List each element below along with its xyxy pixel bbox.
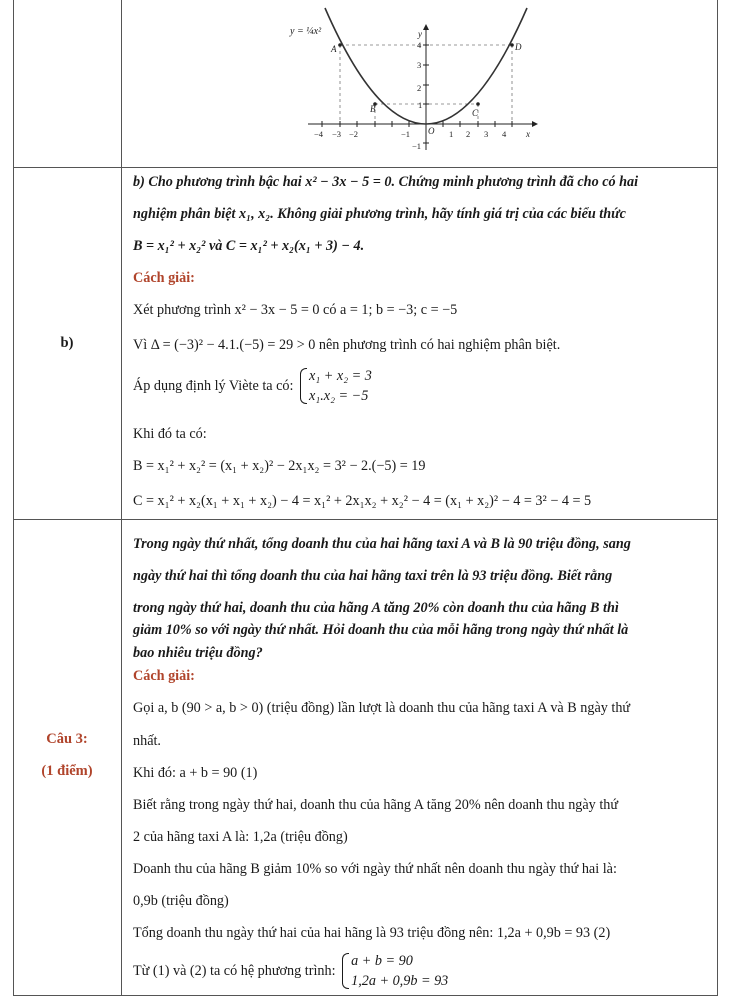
system-equation-2: 1,2a + 0,9b = 93 <box>351 973 449 989</box>
y-tick-label-3: 3 <box>417 60 422 70</box>
x-tick-label-neg2: −2 <box>349 129 359 139</box>
part-b-solution-heading: Cách giải: <box>133 270 195 286</box>
y-tick-label-1: 1 <box>418 100 423 110</box>
viete-system <box>299 366 372 406</box>
cau3-step4b: 0,9b (triệu đồng) <box>133 893 229 909</box>
point-a <box>338 43 342 47</box>
cau3-step5: Tổng doanh thu ngày thứ hai của hai hãng là 93 triệu đồng nên: 1,2a + 0,9b = 93 (2) <box>133 925 611 941</box>
x-axis-arrow <box>532 121 538 127</box>
point-label-b: B <box>370 104 376 114</box>
cau3-problem-line2: ngày thứ hai thì tổng doanh thu của hai hãng taxi trên là 93 triệu đồng. Biết rằng <box>133 568 613 584</box>
y-axis-label: y <box>418 29 422 39</box>
x-tick-label-4: 4 <box>502 129 507 139</box>
part-b-step5: B = x₁² + x₂² = (x₁ + x₂)² − 2x₁x₂ = 3² − 2.(−5) = 19 <box>133 458 426 474</box>
x-tick-label-2: 2 <box>466 129 471 139</box>
x-tick-label-neg4: −4 <box>314 129 324 139</box>
cau3-solution-heading: Cách giải: <box>133 668 195 684</box>
part-b-step3 <box>133 366 714 406</box>
cau3-step1a: Gọi a, b (90 > a, b > 0) (triệu đồng) lần lượt là doanh thu của hãng taxi A và B ngày thứ <box>133 700 631 716</box>
x-axis-label: x <box>526 129 530 139</box>
part-b-problem-line1: b) Cho phương trình bậc hai x² − 3x − 5 = 0. Chứng minh phương trình đã cho có hai <box>133 174 639 190</box>
x-tick-label-neg3: −3 <box>332 129 342 139</box>
cau3-step3b: 2 của hãng taxi A là: 1,2a (triệu đồng) <box>133 829 348 845</box>
part-b-problem-line2: nghiệm phân biệt x₁, x₂. Không giải phương trình, hãy tính giá trị của các biểu thức <box>133 206 626 222</box>
system-intro: Từ (1) và (2) ta có hệ phương trình: <box>133 963 336 979</box>
equation-system <box>341 951 448 991</box>
cau3-problem-line3: trong ngày thứ hai, doanh thu của hãng A tăng 20% còn doanh thu của hãng B thì <box>133 600 619 616</box>
table-border-bottom <box>13 995 718 996</box>
point-label-a: A <box>331 44 337 54</box>
x-tick-label-neg1: −1 <box>401 129 411 139</box>
viete-equation-product: x₁.x₂ = −5 <box>309 388 369 404</box>
viete-intro: Áp dụng định lý Viète ta có: <box>133 378 294 394</box>
cau3-step6 <box>133 951 714 991</box>
y-axis-arrow <box>423 24 429 30</box>
cau3-problem-line5: bao nhiêu triệu đồng? <box>133 645 263 661</box>
point-label-d: D <box>515 42 522 52</box>
point-d <box>510 43 514 47</box>
part-b-step2: Vì Δ = (−3)² − 4.1.(−5) = 29 > 0 nên phương trình có hai nghiệm phân biệt. <box>133 337 561 353</box>
viete-equation-sum: x₁ + x₂ = 3 <box>309 368 372 384</box>
cau3-points: (1 điểm) <box>41 763 93 779</box>
y-tick-label-4: 4 <box>417 40 422 50</box>
parabola-graph <box>0 0 732 168</box>
row-divider-cau3 <box>13 519 718 520</box>
cau3-step1b: nhất. <box>133 733 161 749</box>
x-tick-label-3: 3 <box>484 129 489 139</box>
part-b-step6: C = x₁² + x₂(x₁ + x₁ + x₂) − 4 = x₁² + 2x₁x₂ + x₂² − 4 = (x₁ + x₂)² − 4 = 3² − 4 = 5 <box>133 493 592 509</box>
cau3-label: Câu 3: <box>46 731 88 747</box>
part-b-label: b) <box>60 335 74 351</box>
part-b-problem-line3: B = x₁² + x₂² và C = x₁² + x₂(x₁ + 3) − 4. <box>133 238 365 254</box>
cau3-step4a: Doanh thu của hãng B giảm 10% so với ngày thứ nhất nên doanh thu ngày thứ hai là: <box>133 861 617 877</box>
part-b-step1: Xét phương trình x² − 3x − 5 = 0 có a = 1; b = −3; c = −5 <box>133 302 458 318</box>
function-label: y = ¼x² <box>290 26 322 37</box>
origin-label: O <box>428 126 435 136</box>
point-label-c: C <box>472 108 479 118</box>
point-c <box>476 102 480 106</box>
part-b-step4: Khi đó ta có: <box>133 426 207 442</box>
x-tick-label-1: 1 <box>449 129 454 139</box>
cau3-problem-line4: giảm 10% so với ngày thứ nhất. Hỏi doanh thu của mỗi hãng trong ngày thứ nhất là <box>133 622 629 638</box>
y-tick-label-neg1: −1 <box>412 141 422 151</box>
cau3-step3a: Biết rằng trong ngày thứ hai, doanh thu của hãng A tăng 20% nên doanh thu ngày thứ <box>133 797 619 813</box>
cau3-problem-line1: Trong ngày thứ nhất, tổng doanh thu của hai hãng taxi A và B là 90 triệu đồng, sang <box>133 536 631 552</box>
cau3-step2: Khi đó: a + b = 90 (1) <box>133 765 258 781</box>
system-equation-1: a + b = 90 <box>351 953 413 969</box>
y-tick-label-2: 2 <box>417 83 422 93</box>
